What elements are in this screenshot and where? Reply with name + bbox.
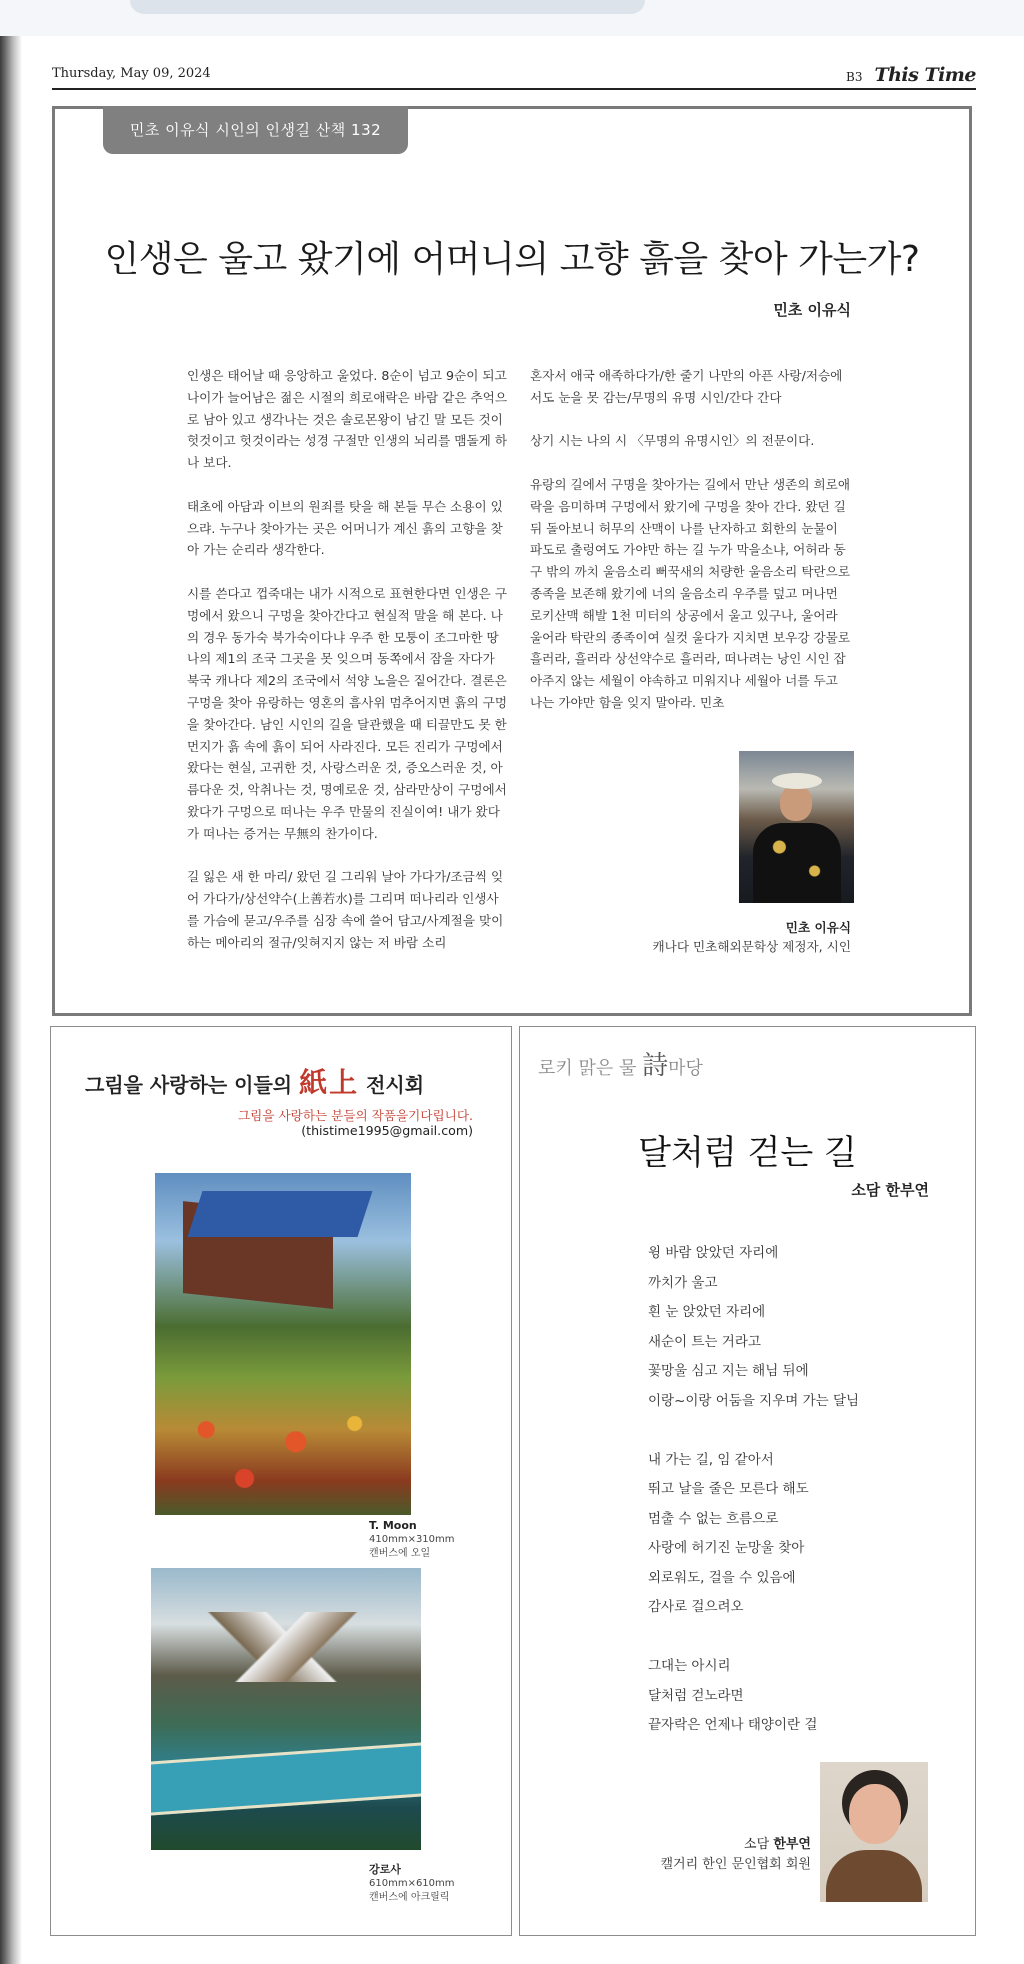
poem-line: 새순이 트는 거라고: [648, 1333, 761, 1350]
artwork-medium: 캔버스에 오일: [369, 1548, 431, 1559]
page-number: B3: [846, 70, 863, 84]
author-photo-title: 캐나다 민초해외문학상 제정자, 시인: [652, 939, 851, 954]
masthead-rule: [52, 88, 976, 90]
article-column-2: [530, 365, 852, 736]
poem-line: 내 가는 길, 임 같아서: [648, 1451, 774, 1468]
photo-shirt: [753, 823, 841, 903]
painting-1-caption: [369, 1519, 455, 1561]
newspaper-logo: This Time: [874, 64, 976, 86]
poet-photo-name: [744, 1833, 811, 1852]
article-column-1: [187, 365, 509, 975]
photo-face: [849, 1784, 901, 1844]
paragraph: 유랑의 길에서 구명을 찾아가는 길에서 만난 생존의 희로애락을 음미하며 구멍에서 왔기에 구멍을 찾아 간다. 왔던 길 뒤 돌아보니 허무의 산맥이 나를 난자하고 회한의 눈물이 파도로 출렁여도 가야만 하는 길 누가 막을소냐, 어허라 동구 밖의 까치 울음소리 뻐꾹새의 처량한 울음소리 탁란으로 종족을 보존해 왔기에 너의 울음소리 우주를 덮고 머나먼 로키산맥 해발 1천 미터의 상공에서 울고 있구나, 울어라 울어라 탁란의 종족이여 실컷 울다가 지치면 보우강 강물로 흘러라, 흘러라 상선약수로 흘러라, 떠나려는 낭인 시인 잡아주지 않는 세월이 야속하고 미워지나 세월아 너를 두고 나는 가야만 함을 잊지 말아라. 민초: [530, 476, 850, 710]
paragraph: 태초에 아담과 이브의 원죄를 탓을 해 본들 무슨 소용이 있으랴. 누구나 찾아가는 곳은 어머니가 계신 흙의 고향을 찾아 가는 순리라 생각한다.: [187, 498, 503, 558]
poem-line: 뛰고 날을 줄은 모른다 해도: [648, 1481, 809, 1497]
poem-byline: 소담 한부연: [851, 1181, 929, 1199]
painting-barn: [155, 1173, 411, 1515]
gallery-section: [50, 1026, 512, 1936]
author-photo: [739, 751, 854, 903]
poem-line: 이랑~이랑 어둠을 지우며 가는 달님: [648, 1392, 860, 1409]
poem-line: 꽃망울 심고 지는 해님 뒤에: [648, 1363, 809, 1379]
poet-photo-desc: 캘거리 한인 문인협회 회원: [660, 1857, 811, 1872]
poem-stanza: [648, 1652, 859, 1741]
poem-body: [648, 1239, 859, 1770]
author-photo-name: 민초 이유식: [785, 920, 851, 935]
poem-line: 멈출 수 없는 흐름으로: [648, 1510, 779, 1527]
gallery-title-pre: 그림을 사랑하는 이들의: [85, 1073, 293, 1097]
issue-date: Thursday, May 09, 2024: [52, 66, 211, 81]
poem-column-hanja: 詩: [642, 1051, 669, 1081]
article-frame: [52, 106, 972, 1016]
paragraph: 시를 쓴다고 껍죽대는 내가 시적으로 표현한다면 인생은 구멍에서 왔으니 구멍을 찾아간다고 현실적 말을 해 본다. 나의 경우 동가숙 북가숙이다냐 우주 한 모퉁이 조그마한 땅 나의 제1의 조국 그곳을 못 잊으며 동쪽에서 잠을 자다가 북국 캐나다 제2의 조국에서 석양 노을은 짙어간다. 결론은 구멍을 찾아 유랑하는 영혼의 흠사위 멈추어지면 흙의 구멍을 찾아간다. 남인 시인의 길을 달관했을 때 티끌만도 못 한 먼지가 흙 속에 흙이 되어 사라진다. 모든 진리가 구멍에서 왔다는 현실, 고귀한 것, 사랑스러운 것, 증오스러운 것, 아름다운 것, 악취나는 것, 명예로운 것, 삼라만상이 구멍에서 왔다가 구멍으로 떠나는 우주 만물의 진실이여! 내가 왔다가 떠나는 증거는 무無의 찬가이다.: [187, 585, 507, 841]
photo-face: [780, 785, 812, 821]
poem-line: 달처럼 걷노라면: [648, 1687, 744, 1704]
poem-stanza: [648, 1446, 859, 1623]
roof-shape: [188, 1191, 373, 1237]
poem-line: 까치가 울고: [648, 1274, 718, 1291]
poem-line: 흰 눈 앉았던 자리에: [648, 1304, 766, 1320]
gallery-email: (thistime1995@gmail.com): [301, 1123, 473, 1138]
artwork-size: 610mm×610mm: [369, 1878, 455, 1889]
photo-body: [826, 1850, 922, 1902]
flowers-shape: [155, 1393, 411, 1515]
poet-pen-name: 소담: [744, 1837, 770, 1852]
poem-stanza: [648, 1239, 859, 1416]
poem-title: 달처럼 걷는 길: [638, 1133, 857, 1173]
masthead-right: [846, 64, 976, 86]
poem-column-post: 마당: [668, 1058, 703, 1079]
poem-line: 그대는 아시리: [648, 1658, 731, 1674]
paragraph: 혼자서 애국 애족하다가/한 줄기 나만의 아픈 사랑/저승에서도 눈을 못 감는/무명의 유명 시인/간다 간다: [530, 368, 843, 405]
poem-column-pre: 로키 맑은 물: [538, 1058, 637, 1079]
gallery-subtitle: 그림을 사랑하는 분들의 작품을기다립니다.: [238, 1108, 473, 1123]
gallery-title-hanja: 紙上: [299, 1066, 360, 1099]
article-byline: 민초 이유식: [773, 301, 851, 319]
paragraph: 인생은 태어날 때 응앙하고 울었다. 8순이 넘고 9순이 되고 나이가 늘어남은 젊은 시절의 희로애락은 바람 같은 추억으로 남아 있고 생각나는 것은 솔로몬왕이 남긴 말 모든 것이 헛것이고 헛것이라는 성경 구절만 인생의 뇌리를 맴돌게 하나 보다.: [187, 368, 507, 471]
artwork-size: 410mm×310mm: [369, 1534, 455, 1545]
poem-line: 윙 바람 앉았던 자리에: [648, 1245, 779, 1261]
address-pill[interactable]: [130, 0, 645, 14]
page-edge-shadow: [0, 36, 22, 1964]
painting-landscape: [151, 1568, 421, 1850]
artist-name: 강로사: [369, 1863, 401, 1876]
poem-line: 외로워도, 걸을 수 있음에: [648, 1569, 796, 1586]
photo-hat: [772, 773, 822, 789]
mountain-shape: [151, 1612, 421, 1682]
river-shape: [151, 1743, 421, 1816]
paragraph: 길 잃은 새 한 마리/ 왔던 길 그리워 날아 가다가/조금씩 잊어 가다가/상선약수(上善若水)를 그리며 떠나리라 인생사를 가슴에 묻고/우주를 심장 속에 쓸어 담고/사계절을 맞이하는 메아리의 절규/잊혀지지 않는 저 바람 소리: [187, 869, 504, 950]
poet-name: 한부연: [773, 1837, 811, 1852]
article-headline: 인생은 울고 왔기에 어머니의 고향 흙을 찾아 가는가?: [104, 239, 920, 280]
poem-column-name: [538, 1045, 703, 1082]
poem-line: 감사로 걸으려오: [648, 1599, 744, 1615]
poem-line: 끝자락은 언제나 태양이란 걸: [648, 1717, 818, 1733]
artwork-medium: 캔버스에 아크릴릭: [369, 1892, 450, 1903]
paragraph: 상기 시는 나의 시 〈무명의 유명시인〉의 전문이다.: [530, 433, 815, 449]
painting-2-caption: [369, 1863, 455, 1905]
poem-line: 사랑에 허기진 눈망울 찾아: [648, 1540, 805, 1556]
gallery-title-post: 전시회: [366, 1073, 425, 1097]
series-tab: 민초 이유식 시인의 인생길 산책 132: [103, 106, 408, 154]
artist-name: T. Moon: [369, 1519, 417, 1532]
browser-top-bar: [0, 0, 1024, 37]
poet-photo: [820, 1762, 928, 1902]
gallery-title: [85, 1061, 424, 1101]
poem-section: [519, 1026, 976, 1936]
